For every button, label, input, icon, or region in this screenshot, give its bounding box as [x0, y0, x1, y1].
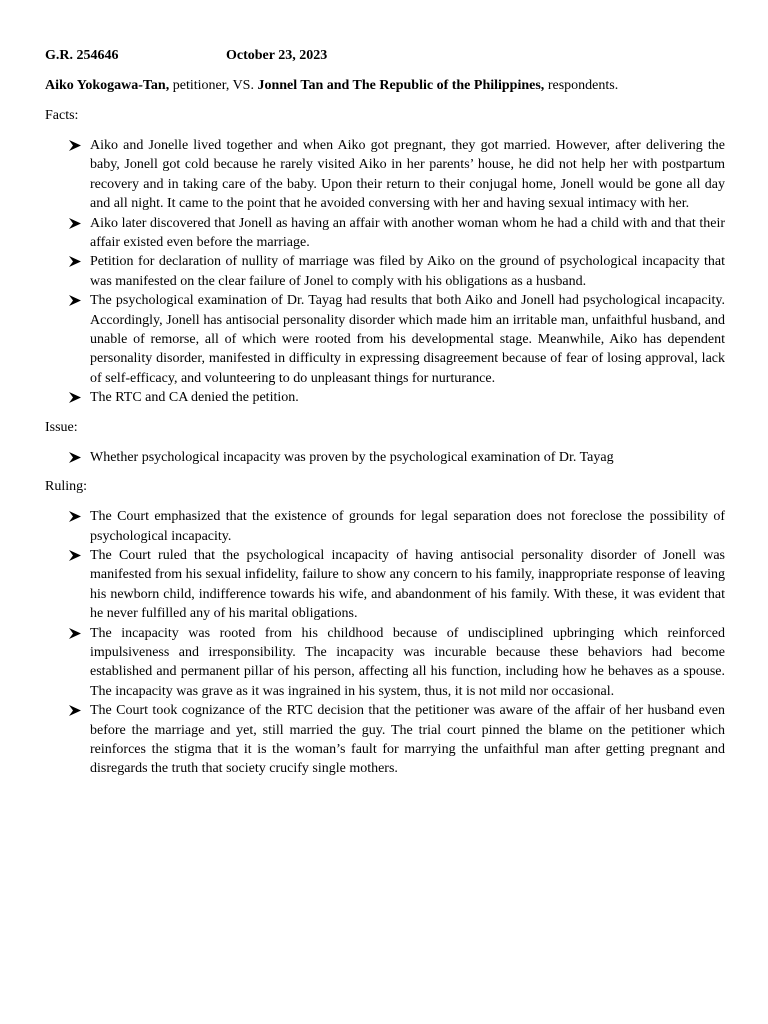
arrow-bullet-icon — [69, 291, 81, 306]
arrow-bullet-icon — [69, 214, 81, 229]
case-number: G.R. 254646 — [45, 48, 119, 63]
arrow-bullet-icon — [69, 507, 81, 522]
arrow-bullet-icon — [69, 546, 81, 561]
respondents-role: respondents. — [544, 78, 619, 93]
list-item-text: Aiko later discovered that Jonell as having an affair with another woman whom he had a child with and that their affair existed even before the marriage. — [90, 215, 725, 251]
list-item — [45, 448, 725, 467]
respondents-name: Jonnel Tan and The Republic of the Philippines, — [253, 78, 545, 93]
list-item — [45, 507, 725, 546]
arrow-bullet-icon — [69, 448, 81, 463]
case-header — [45, 46, 725, 65]
issue-list — [45, 448, 725, 467]
arrow-bullet-icon — [69, 701, 81, 716]
list-item-text: The Court emphasized that the existence of grounds for legal separation does not foreclose the possibility of psychological incapacity. — [90, 509, 725, 544]
list-item — [45, 388, 725, 407]
ruling-list — [45, 507, 725, 779]
list-item-text: The incapacity was rooted from his childhood because of undisciplined upbringing which reinforced impulsiveness and irresponsibility. The incapacity was incurable because these behaviors had become established and permanent pillar of his person, affecting all his function, including how he behaves as a spouse. The incapacity was grave as it was ingrained in his system, thus, it is not mild nor occasional. — [90, 625, 725, 699]
list-item — [45, 291, 725, 388]
issue-heading: Issue: — [45, 419, 78, 435]
document-page — [45, 46, 725, 789]
arrow-bullet-icon — [69, 136, 81, 151]
list-item — [45, 624, 725, 702]
facts-heading: Facts: — [45, 108, 79, 123]
list-item-text: The RTC and CA denied the petition. — [90, 390, 299, 406]
list-item-text: The Court took cognizance of the RTC decision that the petitioner was aware of the affair of her husband even before the marriage and yet, still married the guy. The trial court pinned the blame on the petitioner which reinforces the stigma that it is the woman’s fault for marrying the unfaithful man after getting pregnant and disregards the truth that society crucify single mothers. — [90, 703, 725, 777]
list-item-text: Aiko and Jonelle lived together and when Aiko got pregnant, they got married. However, after delivering the baby, Jonell got cold because he rarely visited Aiko in her parents’ house, he did not help her with postpartum recovery and in taking care of the baby. Upon their return to their conjugal home, Jonell would be gone all day and all night. It came to the point that he avoided conversing with her and having sexual intimacy with her. — [90, 138, 725, 212]
arrow-bullet-icon — [69, 624, 81, 639]
facts-list — [45, 136, 725, 408]
petitioner-name: Aiko Yokogawa-Tan, — [45, 78, 170, 93]
list-item — [45, 252, 725, 291]
list-item — [45, 701, 725, 779]
list-item — [45, 214, 725, 253]
list-item-text: The psychological examination of Dr. Tayag had results that both Aiko and Jonell had psychological incapacity. Accordingly, Jonell has antisocial personality disorder which made him an irritable man, unfaithful husband, and unable of remorse, all of which were rooted from his developmental stage. Meanwhile, Aiko has dependent personality disorder, manifested in difficulty in expressing disagreement because of fear of losing approval, lack of self-efficacy, and volunteering to do unpleasant things for nurturance. — [90, 293, 725, 386]
list-item-text: The Court ruled that the psychological incapacity of having antisocial personality disorder of Jonell was manifested from his sexual infidelity, failure to show any concern to his family, inappropriate response of leaving his newborn child, indifference towards his wife, and abandonment of his family. With these, it was evident that he never fulfilled any of his marital obligations. — [90, 547, 726, 622]
list-item — [45, 546, 725, 624]
list-item — [45, 136, 725, 214]
list-item-text: Petition for declaration of nullity of marriage was filed by Aiko on the ground of psychological incapacity that was manifested on the clear failure of Jonel to comply with his obligations as a husband. — [90, 254, 725, 289]
ruling-heading: Ruling: — [45, 479, 88, 495]
case-caption — [45, 76, 725, 95]
list-item-text: Whether psychological incapacity was proven by the psychological examination of Dr. Tayag — [90, 449, 614, 465]
arrow-bullet-icon — [69, 388, 81, 403]
petitioner-role: petitioner, VS. — [169, 78, 254, 93]
arrow-bullet-icon — [69, 252, 81, 267]
case-date: October 23, 2023 — [226, 48, 328, 63]
